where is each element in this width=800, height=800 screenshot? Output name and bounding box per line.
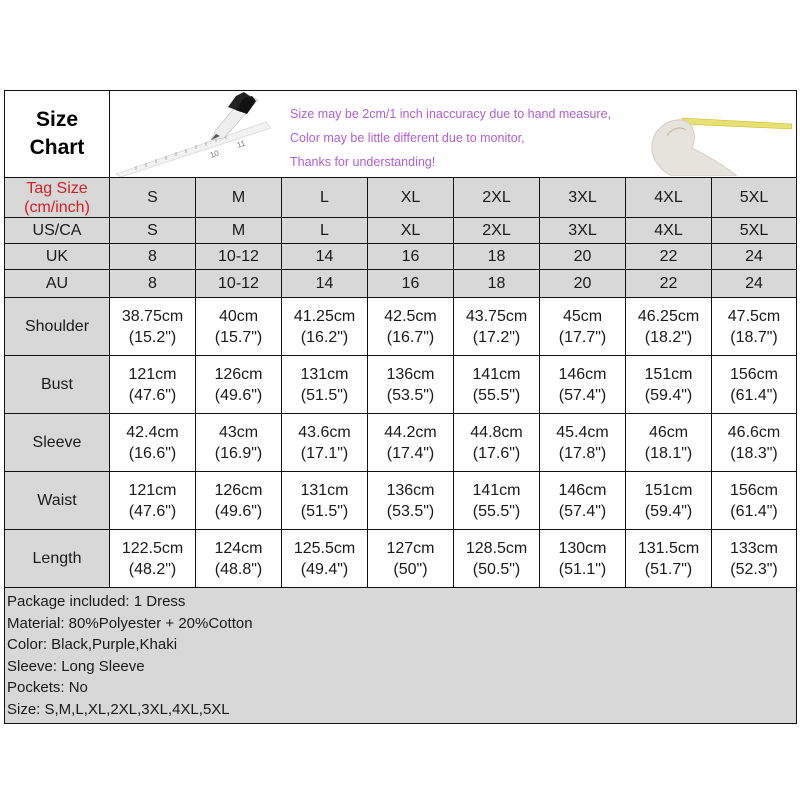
table-cell [540, 356, 626, 414]
title-line-2: Chart [29, 136, 85, 159]
inch-value: (49.4") [300, 560, 349, 578]
shoulder-row [5, 298, 797, 356]
us-ca-row [5, 218, 797, 244]
cm-value: 122.5cm [121, 539, 184, 557]
table-cell [454, 472, 540, 530]
cm-value: 121cm [128, 481, 177, 499]
table-cell [540, 414, 626, 472]
cm-value: 156cm [729, 481, 779, 499]
cm-value: 41.25cm [293, 307, 356, 325]
inch-value: (47.6") [128, 386, 177, 404]
material: Material: 80%Polyester + 20%Cotton [7, 614, 253, 632]
inch-value: (53.5") [386, 502, 435, 520]
inch-value: (49.6") [214, 502, 263, 520]
table-cell [282, 414, 368, 472]
table-cell: 18 [454, 244, 540, 270]
size-chart-title [5, 91, 110, 178]
table-cell [712, 298, 797, 356]
table-cell: 24 [712, 270, 797, 298]
table-cell [626, 356, 712, 414]
inch-value: (61.4") [730, 386, 778, 404]
cm-value: 131.5cm [637, 539, 700, 557]
size-header-4xl: 4XL [626, 178, 712, 218]
table-cell [196, 356, 282, 414]
inch-value: (16.9") [214, 444, 263, 462]
table-cell: 2XL [454, 218, 540, 244]
banner [110, 92, 796, 177]
table-cell [454, 298, 540, 356]
table-cell [626, 298, 712, 356]
cm-value: 126cm [214, 481, 263, 499]
table-cell [540, 530, 626, 588]
cm-value: 156cm [729, 365, 779, 383]
cm-value: 44.8cm [470, 423, 523, 441]
table-cell [540, 298, 626, 356]
table-cell [712, 472, 797, 530]
table-cell [282, 530, 368, 588]
banner-cell [110, 91, 797, 178]
cm-value: 151cm [644, 365, 693, 383]
cm-value: 128.5cm [465, 539, 528, 557]
color-options: Color: Black,Purple,Khaki [7, 636, 178, 653]
inch-value: (61.4") [730, 502, 778, 520]
inch-value: (57.4") [558, 386, 607, 404]
measuring-tape-hand-icon [642, 96, 792, 176]
cm-value: 127cm [386, 539, 435, 557]
cm-value: 42.4cm [126, 423, 179, 441]
inch-value: (51.7") [644, 560, 693, 578]
cm-value: 45.4cm [556, 423, 609, 441]
table-cell: S [110, 218, 196, 244]
table-cell: 4XL [626, 218, 712, 244]
table-cell: 14 [282, 244, 368, 270]
table-cell: 20 [540, 244, 626, 270]
cm-value: 131cm [300, 365, 349, 383]
inch-value: (49.6") [214, 386, 263, 404]
table-cell [196, 414, 282, 472]
inch-value: (16.7") [386, 328, 435, 346]
size-header-l: L [282, 178, 368, 218]
size-header-5xl: 5XL [712, 178, 797, 218]
table-cell [368, 530, 454, 588]
table-cell [454, 356, 540, 414]
table-cell: 14 [282, 270, 368, 298]
size-chart-table [4, 90, 797, 724]
table-cell [110, 414, 196, 472]
disclaimer-notes [290, 102, 611, 174]
table-cell: 5XL [712, 218, 797, 244]
inch-value: (59.4") [644, 386, 693, 404]
length-row [5, 530, 797, 588]
inch-value: (50.5") [472, 560, 521, 578]
pencil-ruler-icon [116, 92, 286, 177]
table-cell [368, 414, 454, 472]
table-cell [368, 298, 454, 356]
row-label: UK [5, 244, 110, 270]
row-label: US/CA [5, 218, 110, 244]
inch-value: (17.4") [386, 444, 435, 462]
cm-value: 45cm [562, 307, 603, 325]
inch-value: (18.1") [644, 444, 693, 462]
tag-size-label-line-2: (cm/inch) [24, 198, 90, 216]
table-cell: 20 [540, 270, 626, 298]
table-cell [282, 472, 368, 530]
size-header-3xl: 3XL [540, 178, 626, 218]
inch-value: (18.3") [730, 444, 778, 462]
inch-value: (55.5") [472, 502, 521, 520]
row-label: Waist [5, 472, 110, 530]
cm-value: 46cm [648, 423, 689, 441]
inch-value: (55.5") [472, 386, 521, 404]
cm-value: 125.5cm [293, 539, 356, 557]
tag-size-label-line-1: Tag Size [26, 179, 88, 197]
table-cell [454, 530, 540, 588]
inch-value: (17.8") [558, 444, 607, 462]
inch-value: (51.5") [300, 502, 349, 520]
inch-value: (18.7") [730, 328, 778, 346]
size-header-s: S [110, 178, 196, 218]
cm-value: 40cm [218, 307, 259, 325]
au-row [5, 270, 797, 298]
inch-value: (15.7") [214, 328, 263, 346]
uk-row [5, 244, 797, 270]
table-cell [454, 414, 540, 472]
table-cell: 3XL [540, 218, 626, 244]
table-cell: M [196, 218, 282, 244]
inch-value: (59.4") [644, 502, 693, 520]
table-cell [196, 472, 282, 530]
available-sizes: Size: S,M,L,XL,2XL,3XL,4XL,5XL [7, 700, 230, 718]
product-details-row [5, 588, 797, 724]
cm-value: 136cm [386, 481, 435, 499]
inch-value: (17.1") [300, 444, 349, 462]
sleeve-row [5, 414, 797, 472]
title-line-1: Size [35, 108, 79, 131]
cm-value: 43.6cm [298, 423, 351, 441]
table-cell [110, 356, 196, 414]
table-cell [626, 414, 712, 472]
table-cell: 8 [110, 244, 196, 270]
table-cell [626, 530, 712, 588]
cm-value: 43cm [218, 423, 259, 441]
cm-value: 151cm [644, 481, 693, 499]
cm-value: 146cm [558, 481, 607, 499]
inch-value: (51.1") [558, 560, 607, 578]
row-label: Length [5, 530, 110, 588]
table-cell: L [282, 218, 368, 244]
tag-size-row [5, 178, 797, 218]
cm-value: 44.2cm [384, 423, 437, 441]
cm-value: 136cm [386, 365, 435, 383]
inch-value: (18.2") [644, 328, 693, 346]
inch-value: (16.2") [300, 328, 349, 346]
svg-text:11: 11 [235, 138, 247, 150]
table-cell [626, 472, 712, 530]
table-cell: 18 [454, 270, 540, 298]
table-cell: 16 [368, 244, 454, 270]
cm-value: 46.6cm [727, 423, 781, 441]
waist-row [5, 472, 797, 530]
cm-value: 121cm [128, 365, 177, 383]
cm-value: 131cm [300, 481, 349, 499]
table-cell: 16 [368, 270, 454, 298]
cm-value: 146cm [558, 365, 607, 383]
table-cell: 10-12 [196, 270, 282, 298]
package-included: Package included: 1 Dress [7, 593, 186, 610]
tag-size-label [5, 178, 110, 218]
table-cell [712, 356, 797, 414]
note-color-monitor: Color may be little different due to monitor, [290, 130, 525, 145]
table-cell: 24 [712, 244, 797, 270]
table-cell [196, 530, 282, 588]
table-cell: 10-12 [196, 244, 282, 270]
cm-value: 43.75cm [465, 307, 528, 325]
product-details [5, 588, 797, 724]
cm-value: 42.5cm [384, 307, 437, 325]
size-header-xl: XL [368, 178, 454, 218]
table-cell: 8 [110, 270, 196, 298]
table-cell: 22 [626, 244, 712, 270]
table-cell [282, 356, 368, 414]
note-thanks: Thanks for understanding! [290, 154, 436, 169]
cm-value: 124cm [214, 539, 263, 557]
cm-value: 126cm [214, 365, 263, 383]
row-label: Sleeve [5, 414, 110, 472]
row-label: AU [5, 270, 110, 298]
table-cell [110, 530, 196, 588]
sleeve-type: Sleeve: Long Sleeve [7, 657, 145, 675]
table-cell [712, 530, 797, 588]
inch-value: (17.2") [472, 328, 521, 346]
cm-value: 46.25cm [637, 307, 700, 325]
table-cell: XL [368, 218, 454, 244]
bust-row [5, 356, 797, 414]
inch-value: (16.6") [128, 444, 177, 462]
inch-value: (17.6") [472, 444, 521, 462]
svg-text:10: 10 [208, 148, 221, 160]
inch-value: (48.2") [128, 560, 177, 578]
inch-value: (47.6") [128, 502, 177, 520]
note-hand-measure: Size may be 2cm/1 inch inaccuracy due to hand measure, [290, 106, 612, 121]
inch-value: (51.5") [300, 386, 349, 404]
inch-value: (52.3") [730, 560, 778, 578]
cm-value: 130cm [558, 539, 607, 557]
cm-value: 38.75cm [121, 307, 184, 325]
size-header-m: M [196, 178, 282, 218]
cm-value: 133cm [729, 539, 779, 557]
cm-value: 141cm [472, 365, 521, 383]
cm-value: 141cm [472, 481, 521, 499]
table-cell [368, 472, 454, 530]
table-cell [712, 414, 797, 472]
table-cell [540, 472, 626, 530]
inch-value: (53.5") [386, 386, 435, 404]
table-cell [110, 298, 196, 356]
inch-value: (15.2") [128, 328, 177, 346]
table-cell [282, 298, 368, 356]
table-cell [368, 356, 454, 414]
inch-value: (48.8") [214, 560, 263, 578]
cm-value: 47.5cm [727, 307, 781, 325]
table-cell [110, 472, 196, 530]
row-label: Bust [5, 356, 110, 414]
table-cell [196, 298, 282, 356]
pockets: Pockets: No [7, 679, 88, 696]
size-header-2xl: 2XL [454, 178, 540, 218]
row-label: Shoulder [5, 298, 110, 356]
inch-value: (57.4") [558, 502, 607, 520]
table-cell: 22 [626, 270, 712, 298]
inch-value: (17.7") [558, 328, 607, 346]
inch-value: (50") [393, 560, 428, 578]
